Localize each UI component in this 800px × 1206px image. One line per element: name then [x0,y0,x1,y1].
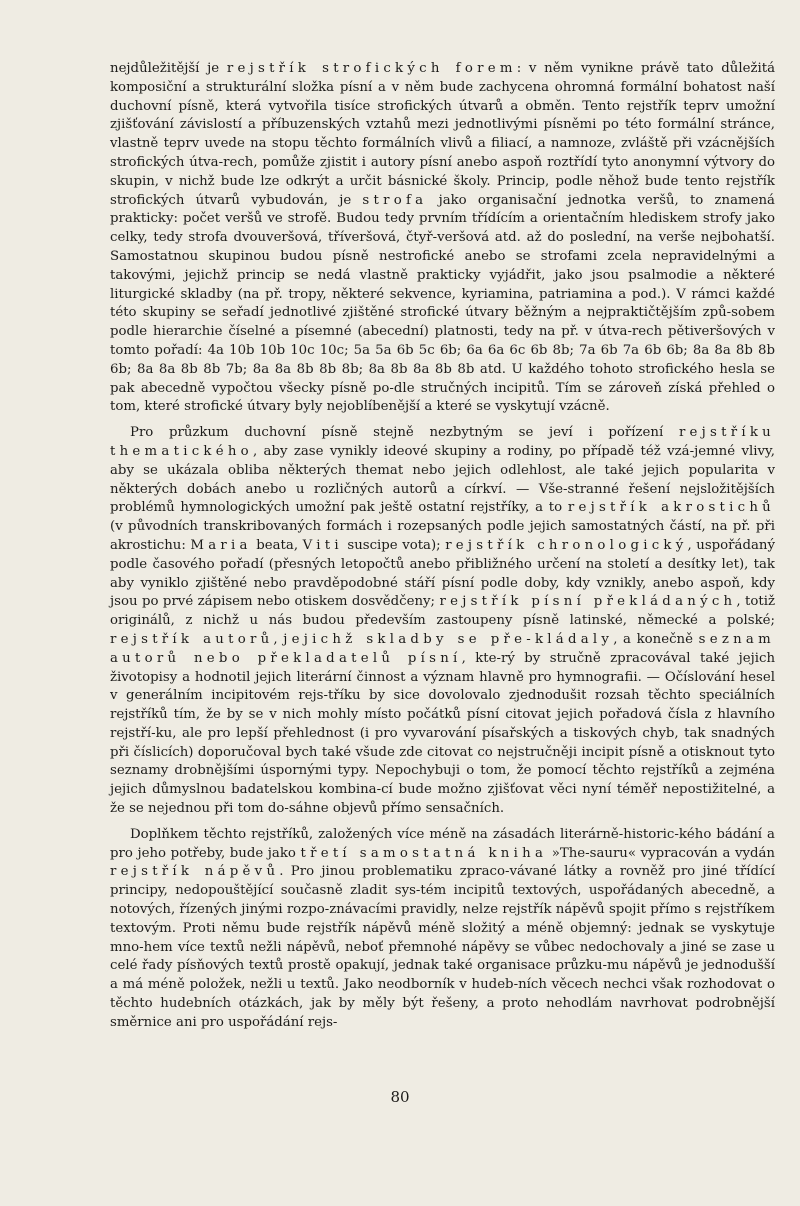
text-run: (v původních transkribovaných formách i rozepsaných podle jejich samostatných částí, na př. při akrostichu: [110,519,775,553]
text-run: , kte-rý by stručně zpracovával také jejich životopisy a hodnotil jejich literární činnost a význam hlavně pro hymnografii. — Očíslování hesel v generálním incipitovém rejs-tříku by sice dovolovalo zjednodušit rozsah těchto speciálních rejstříků tím, že by se v nich mohly místo počátků písní citovat jejich pořadová čísla z hlavního rejstří-ku, ale pro lepší přehlednost (i pro vyvarování písařských a tiskových chyb, tak snadných při číslicích) doporučoval bych také všude zde citovat co nejstručněji incipit písně a otisknout tyto seznamy drobnějšími úspornými typy. Nepochybuji o tom, že pomocí těchto rejstříků a zejména jejich důmyslnou badatelskou kombina-cí bude možno zjišťovat věci nyní téměř nepostižitelné, a že se nejednou při tom do-sáhne objevů přímo sensačních. [110,650,776,817]
text-run: jako organisační jednotka veršů, to znamená prakticky: počet veršů ve strofě. Budou tedy prvním třídícím a orientačním hlediskem strofy jako celky, tedy strofa dvouveršová, tříveršová, čtyř-veršová atd. až do poslední, na verše nejbohatší. Samostatnou skupinou budou písně nestrofické anebo se strofami zcela nepravidelnými a takovými, jejichž princip se nedá vlastně prakticky vyjádřit, jako jsou psalmodie a některé liturgické skladby (na př. tropy, některé sekvence, kyriamina, patriamina a pod.). V rámci každé této skupiny se seřadí jednotlivé zjištěné strofické útvary běžným a nejpraktičtějším způ-sobem podle hierarchie číselné a písemné (abecední) platnosti, tedy na př. v útva-rech pětiveršových v tomto pořadí: 4a 10b 10b 10c 10c; 5a 5a 6b 5c 6b; 6a 6a 6c 6b 8b; 7a 6b 7a 6b 6b; 8a 8a 8b 8b 6b; 8a 8a 8b 8b 7b; 8a 8a 8b 8b 8b; 8a 8b 8a 8b 8b atd. U každého tohoto strofického hesla se pak abecedně vypočtou všecky písně po-dle stručných incipitů. Tím se zároveň získá přehled o tom, které strofické útvary byly nejoblíbenější a které se vyskytují vzácně. [110,192,775,415]
spaced-emphasis: seznam autorů nebo překladatelů písní [110,631,775,666]
body-text [110,60,775,1033]
spaced-emphasis: rejstřík chronologický [445,537,688,553]
text-run: nejdůležitější je [110,61,227,76]
text-run: Doplňkem těchto rejstříků, založených více méně na zásadách literárně-historic-kého bádání a pro jeho potřeby, bude jako [110,826,775,861]
spaced-emphasis: rejstřík nápěvů [110,864,280,880]
spaced-emphasis: rejstřík akrostichů [567,500,775,516]
paragraph [110,826,775,1033]
spaced-emphasis: rejstřík autorů [110,631,274,647]
text-run: : v něm vynikne právě tato důležitá komposiční a strukturální složka písní a v něm bude zachycena ohromná formální bohatost naší duchovní písně, která vytvořila tisíce strofických útvarů a obměn. Tento rejstřík teprv umožní zjišťování závislostí a příbuzenských vztahů mezi jednotlivými písněmi po této formální stránce, vlastně teprv uvede na stopu těchto formálních vlivů a filiací, a namnoze, zvláště při vzácnějších strofických útva-rech, pomůže zjistit i autory písní anebo aspoň roztřídí tyto anonymní výtvory do skupin, v nichž bude lze odkrýt a určit básnické školy. Princip, podle něhož bude tento rejstřík strofických útvarů vybudován, je [110,61,775,208]
spaced-emphasis: Viti [302,537,343,553]
text-run: beata, [251,537,303,553]
spaced-emphasis: strofa [362,192,428,208]
spaced-emphasis: rejstřík písní překládaných [439,594,737,610]
text-run: , totiž originálů, z nichž u nás budou především zastoupeny písně latinské, německé a polské; [110,594,776,629]
paragraph [110,60,775,417]
paragraph [110,424,775,819]
text-run: , aby zase vynikly ideové skupiny a rodiny, po případě též vzá-jemné vlivy, aby se ukázala obliba některých themat nebo jejich odlehlost, ale také jejich popularita v některých dobách anebo u rozličných autorů a církví. — Vše-stranné řešení nejsložitějších problémů hymnologických umožní pak ještě ostatní rejstříky, a to [110,443,775,516]
text-run: suscipe vota); [342,537,446,553]
spaced-emphasis: rejstřík strofických forem [226,61,517,76]
text-run: . Pro jinou problematiku zpraco-vávané látky a rovněž pro jiné třídící principy, nedopouštějící současně zladit sys-tém incipitů textových, uspořádaných abecedně, a notových, řízených jinými rozpo-znávacími pravidly, nelze rejstřík nápěvů spojit přímo s rejstříkem textovým. Proti němu bude rejstřík nápěvů méně složitý a méně objemný: jednak se vyskytuje mno-hem více textů nežli nápěvů, neboť přemnohé nápěvy se vůbec nedochovaly a jiné se zase u celé řady písňových textů prostě opakují, jednak také organisace průzku-mu nápěvů je jednodušší a má méně položek, nežli u textů. Jako neodborník v hudeb-ních věcech nechci však rozhodovat o těchto hudebních otázkách, jak by měly být řešeny, a proto nehodlám navrhovat podrobnější směrnice ani pro uspořádání rejs- [110,864,775,1030]
text-run: , uspořádaný podle časového pořadí (přesných letopočtů anebo přibližného určení na století a desítky let), tak aby vyniklo zjištěné nebo pravděpodobné stáří písní podle doby, kdy vznikly, anebo aspoň, kdy jsou po prvé zápisem nebo otiskem dosvědčeny; [110,537,775,610]
spaced-emphasis: Maria [190,537,252,553]
text-run: »The-sauru« vypracován a vydán [547,845,775,861]
spaced-emphasis: rejstříku thematického [110,425,775,459]
text-run: , a konečně [613,631,699,647]
spaced-emphasis: jejichž skladby se pře-kládaly [283,631,614,647]
text-run: , [273,631,284,647]
spaced-emphasis: třetí samostatná kniha [300,845,548,861]
page-number: 80 [390,1088,410,1106]
text-run: Pro průzkum duchovní písně stejně nezbytným se jeví i pořízení [130,425,679,441]
